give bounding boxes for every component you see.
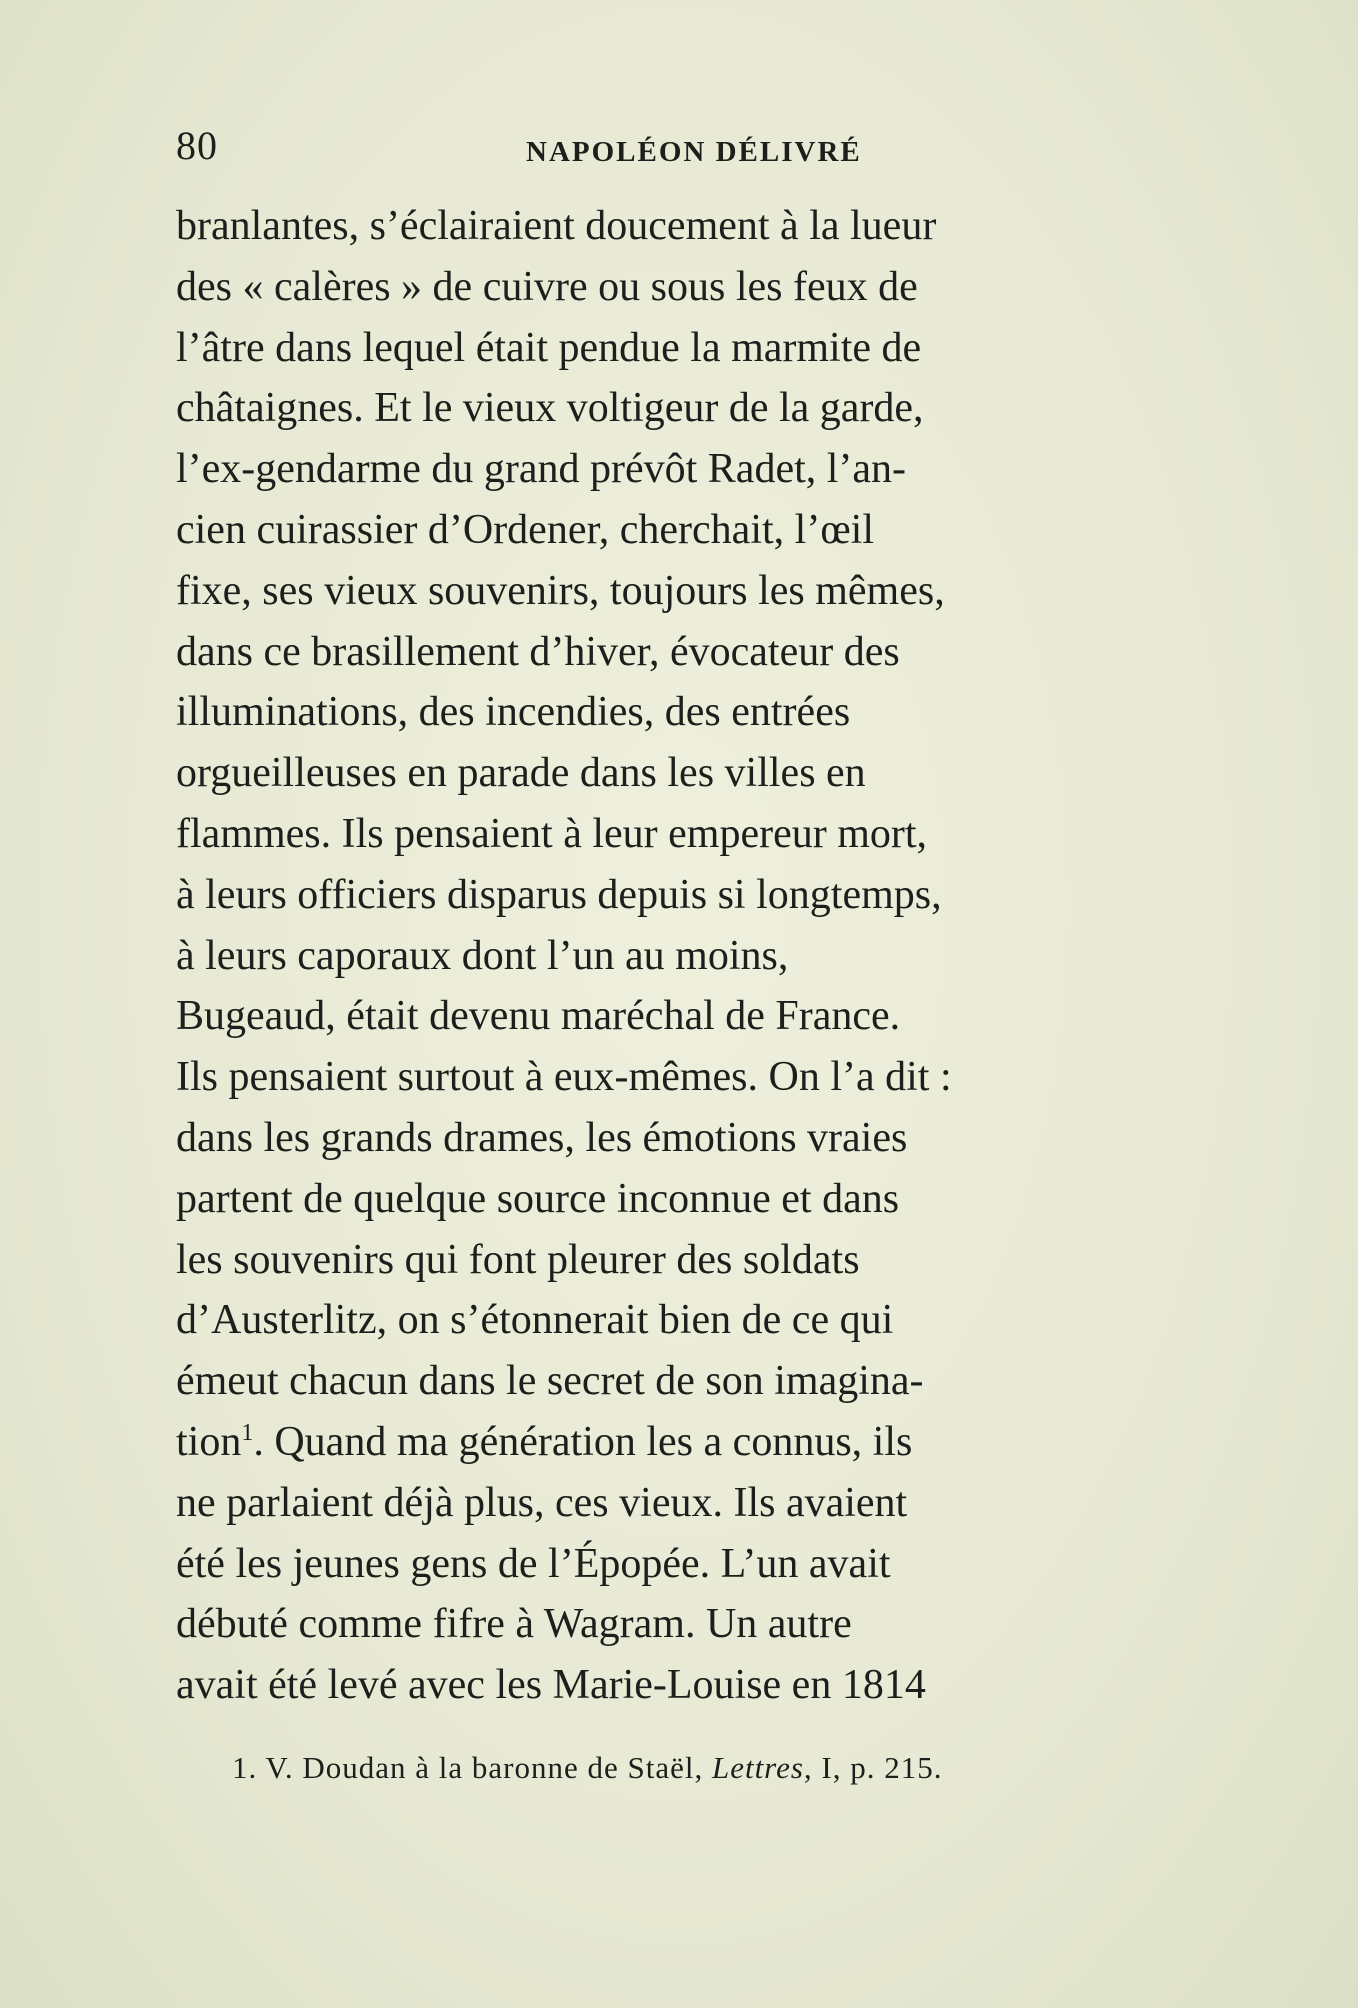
footnote-text: 1. V. Doudan à la baronne de Staël, — [232, 1750, 704, 1785]
text-line: flammes. Ils pensaient à leur empereur mort, — [176, 810, 928, 857]
body-text — [176, 196, 1286, 1716]
footnote — [232, 1750, 1252, 1786]
running-head: NAPOLÉON DÉLIVRÉ — [526, 136, 862, 168]
text-line: à leurs caporaux dont l’un au moins, — [176, 932, 789, 979]
text-line-with-footnote-ref — [176, 1412, 1286, 1473]
text-line: l’ex-gendarme du grand prévôt Radet, l’an- — [176, 446, 907, 493]
text-line: avait été levé avec les Marie-Louise en 1814 — [176, 1662, 926, 1709]
text-line: châtaignes. Et le vieux voltigeur de la garde, — [176, 385, 924, 432]
text-line: des « calères » de cuivre ou sous les feux de — [176, 263, 918, 310]
text-line: d’Austerlitz, on s’étonnerait bien de ce qui — [176, 1297, 894, 1344]
text-segment: . Quand ma génération les a connus, ils — [253, 1418, 913, 1465]
text-line: Bugeaud, était devenu maréchal de France. — [176, 993, 901, 1040]
text-line: à leurs officiers disparus depuis si longtemps, — [176, 871, 942, 918]
text-line: ne parlaient déjà plus, ces vieux. Ils avaient — [176, 1479, 908, 1526]
footnote-work-title: Lettres, — [711, 1750, 813, 1785]
page-header — [176, 122, 1286, 182]
text-line: les souvenirs qui font pleurer des soldats — [176, 1236, 860, 1283]
text-line: dans ce brasillement d’hiver, évocateur des — [176, 628, 900, 675]
footnote-page-ref: I, p. 215. — [821, 1750, 943, 1785]
footnote-reference: 1 — [241, 1419, 254, 1446]
text-line: fixe, ses vieux souvenirs, toujours les mêmes, — [176, 567, 945, 614]
text-line: Ils pensaient surtout à eux-mêmes. On l’a dit : — [176, 1054, 952, 1101]
text-line: été les jeunes gens de l’Épopée. L’un avait — [176, 1540, 891, 1587]
text-line: l’âtre dans lequel était pendue la marmite de — [176, 324, 922, 371]
text-line: émeut chacun dans le secret de son imagina- — [176, 1358, 924, 1405]
text-line: cien cuirassier d’Ordener, cherchait, l’œil — [176, 506, 874, 553]
text-segment: tion — [176, 1418, 242, 1465]
text-line: branlantes, s’éclairaient doucement à la lueur — [176, 203, 937, 249]
page-number: 80 — [176, 123, 218, 168]
text-line: débuté comme fifre à Wagram. Un autre — [176, 1601, 852, 1648]
text-line: illuminations, des incendies, des entrées — [176, 689, 851, 736]
text-line: partent de quelque source inconnue et dans — [176, 1175, 900, 1222]
text-line: orgueilleuses en parade dans les villes en — [176, 750, 866, 797]
text-line: dans les grands drames, les émotions vraies — [176, 1114, 908, 1161]
